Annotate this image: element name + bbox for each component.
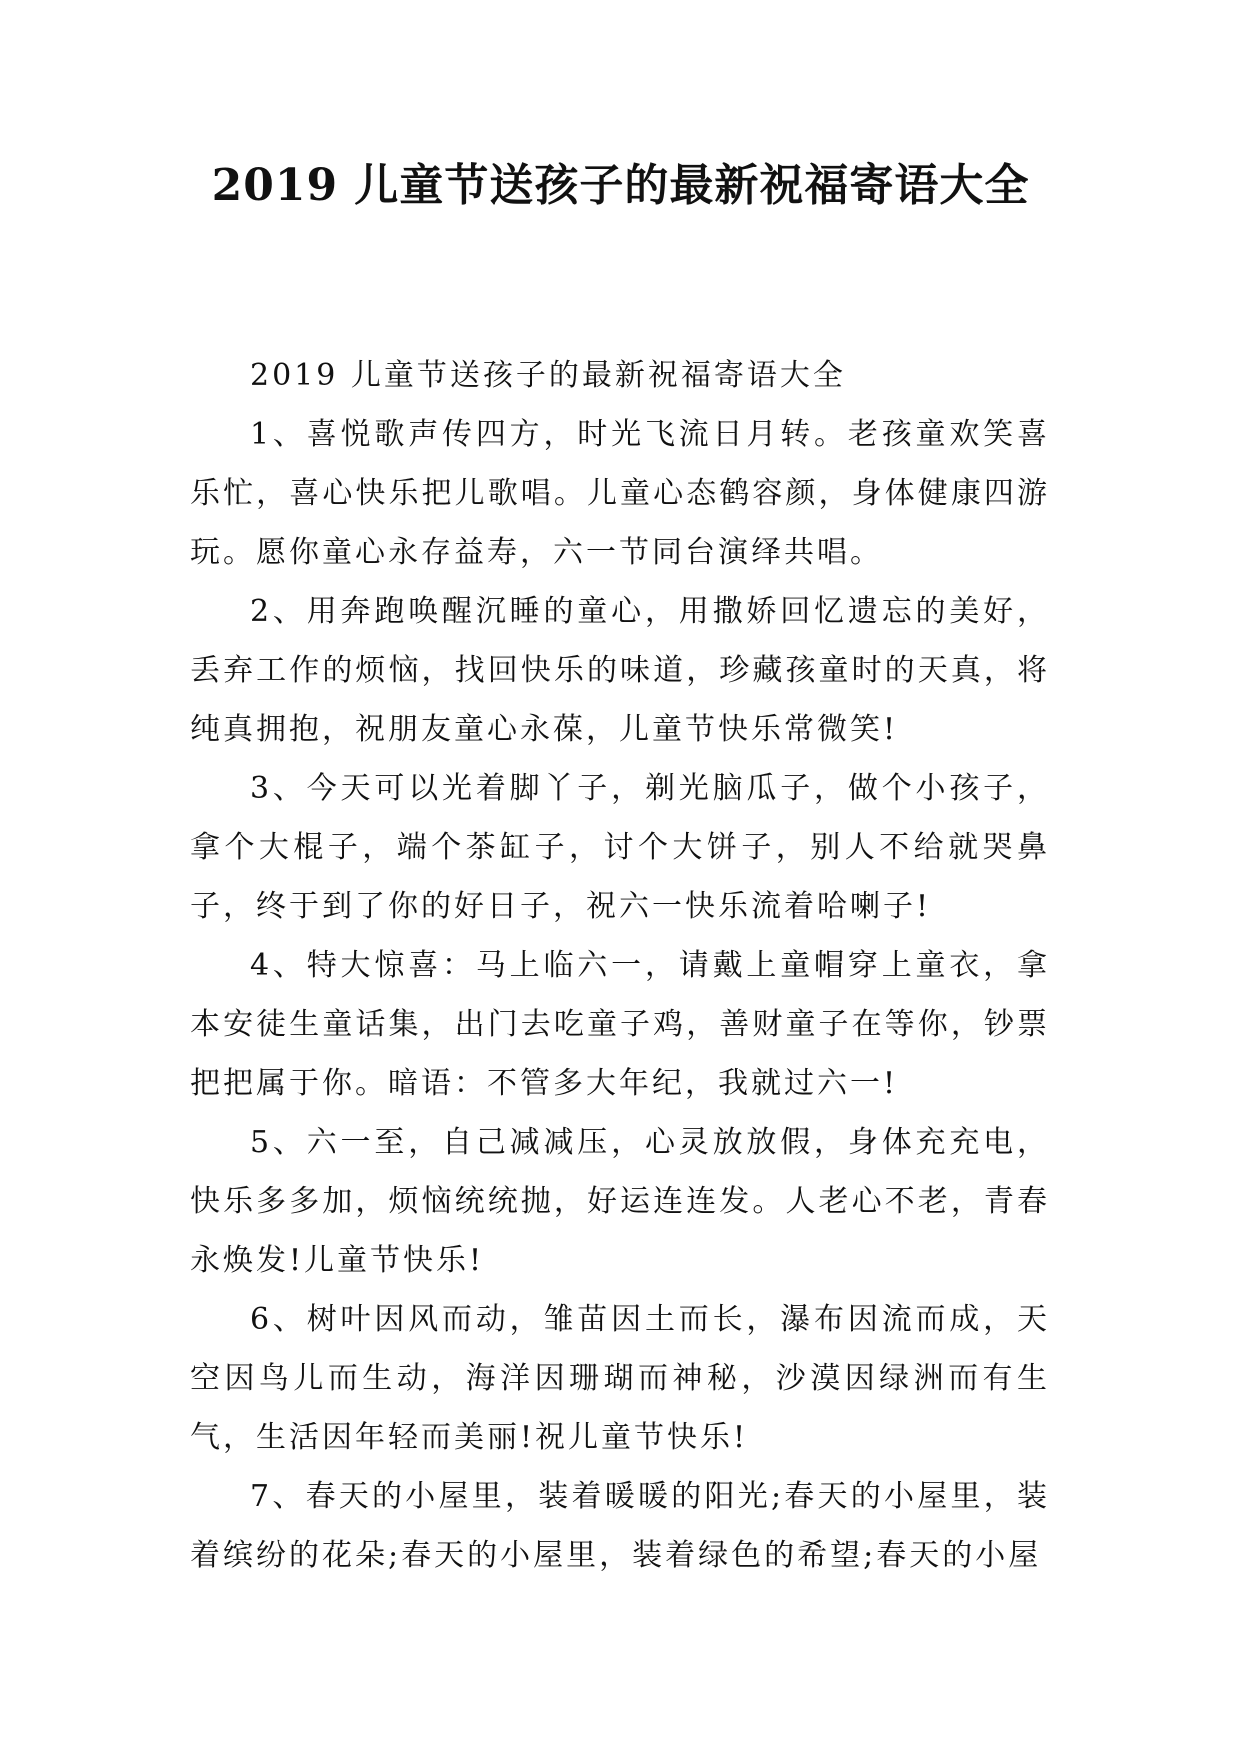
paragraph-1: 1、喜悦歌声传四方，时光飞流日月转。老孩童欢笑喜乐忙，喜心快乐把儿歌唱。儿童心态鹤容颜，身体健康四游玩。愿你童心永存益寿，六一节同台演绎共唱。 bbox=[190, 417, 1050, 570]
paragraph-5: 5、六一至，自己减减压，心灵放放假，身体充充电，快乐多多加，烦恼统统抛，好运连连发。人老心不老，青春永焕发!儿童节快乐! bbox=[190, 1125, 1050, 1278]
paragraph-2: 2、用奔跑唤醒沉睡的童心，用撒娇回忆遗忘的美好，丢弃工作的烦恼，找回快乐的味道，珍藏孩童时的天真，将纯真拥抱，祝朋友童心永葆，儿童节快乐常微笑! bbox=[190, 594, 1050, 747]
paragraph-3: 3、今天可以光着脚丫子，剃光脑瓜子，做个小孩子，拿个大棍子，端个茶缸子，讨个大饼子，别人不给就哭鼻子，终于到了你的好日子，祝六一快乐流着哈喇子! bbox=[190, 771, 1050, 924]
document-body bbox=[190, 346, 1050, 1585]
page-title: 2019 儿童节送孩子的最新祝福寄语大全 bbox=[211, 160, 1030, 211]
paragraph-4: 4、特大惊喜：马上临六一，请戴上童帽穿上童衣，拿本安徒生童话集，出门去吃童子鸡，善财童子在等你，钞票把把属于你。暗语：不管多大年纪，我就过六一! bbox=[190, 948, 1050, 1101]
subtitle-line: 2019 儿童节送孩子的最新祝福寄语大全 bbox=[250, 358, 846, 393]
paragraph-7: 7、春天的小屋里，装着暖暖的阳光;春天的小屋里，装着缤纷的花朵;春天的小屋里，装着绿色的希望;春天的小屋 bbox=[190, 1479, 1050, 1573]
paragraph-6: 6、树叶因风而动，雏苗因土而长，瀑布因流而成，天空因鸟儿而生动，海洋因珊瑚而神秘，沙漠因绿洲而有生气，生活因年轻而美丽!祝儿童节快乐! bbox=[190, 1302, 1050, 1455]
